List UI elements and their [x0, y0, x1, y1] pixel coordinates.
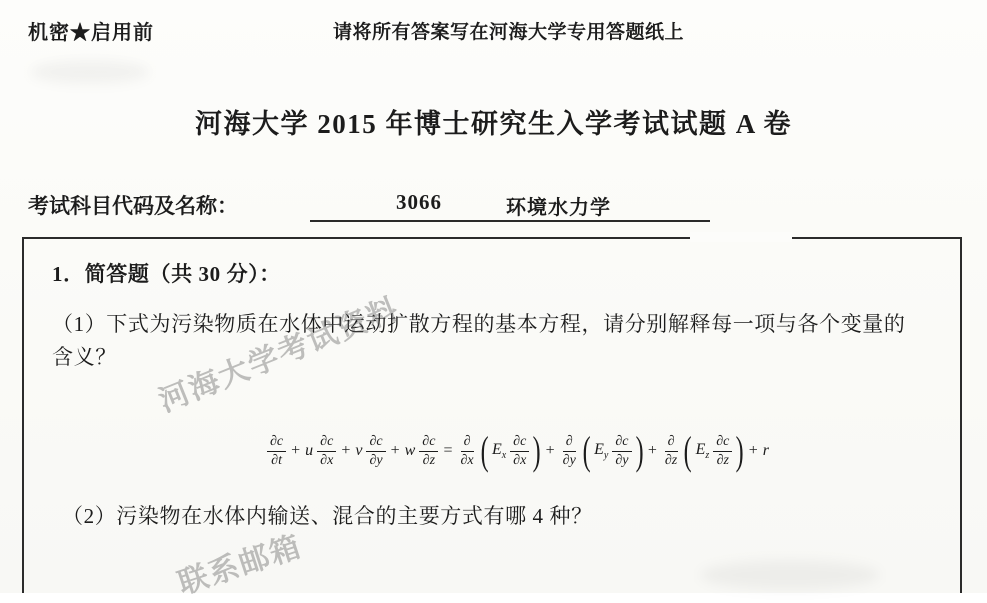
formula-term-ex: $\frac{\partial}{\partial x}$ ( $E_x$ $\frac{\partial c}{\partial x}$ )	[460, 428, 541, 473]
watermark-line-1: 河海大学考试资料	[154, 291, 405, 419]
page-header	[0, 16, 987, 46]
answer-sheet-notice: 请将所有答案写在河海大学专用答题纸上	[333, 22, 685, 43]
formula-plus-6: +	[748, 442, 758, 459]
formula-plus-3: +	[390, 442, 400, 459]
box-border-gap	[690, 232, 792, 242]
diffusion-equation	[148, 418, 888, 484]
question-1-2: （2）污染物在水体内输送、混合的主要方式有哪 4 种？	[62, 504, 593, 528]
formula-term-r: r	[762, 442, 769, 459]
formula-term-v-dc-dy: v $\frac{\partial c}{\partial y}$	[353, 434, 387, 469]
formula-equals: =	[443, 442, 453, 459]
formula-term-ez: $\frac{\partial}{\partial z}$ ( $E_z$ $\frac{\partial c}{\partial z}$ )	[664, 428, 745, 473]
formula-term-u-dc-dx: u $\frac{\partial c}{\partial x}$	[303, 434, 338, 469]
formula-term-dc-dt: $\frac{\partial c}{\partial t}$	[265, 434, 288, 469]
formula-plus-4: +	[545, 442, 555, 459]
section-1-heading: 1．简答题（共 30 分）：	[52, 262, 281, 286]
subject-code: 3066	[396, 190, 442, 214]
scan-smudge-1	[30, 60, 150, 84]
subject-label: 考试科目代码及名称：	[28, 194, 238, 218]
question-1-1: （1）下式为污染物质在水体中运动扩散方程的基本方程，请分别解释每一项与各个变量的含义？	[52, 312, 906, 369]
confidential-label: 机密★启用前	[28, 22, 154, 44]
formula-term-ey: $\frac{\partial}{\partial y}$ ( $E_y$ $\frac{\partial c}{\partial y}$ )	[562, 428, 644, 473]
subject-name: 环境水力学	[506, 197, 611, 219]
subject-underline	[310, 220, 710, 222]
exam-title: 河海大学 2015 年博士研究生入学考试试题 A 卷	[194, 109, 792, 139]
formula-term-w-dc-dz: w $\frac{\partial c}{\partial z}$	[403, 434, 441, 469]
formula-plus-2: +	[341, 442, 351, 459]
formula-plus-1: +	[291, 442, 301, 459]
formula-plus-5: +	[647, 442, 657, 459]
watermark-line-2: 联系邮箱	[174, 529, 307, 601]
subject-row	[28, 190, 958, 224]
